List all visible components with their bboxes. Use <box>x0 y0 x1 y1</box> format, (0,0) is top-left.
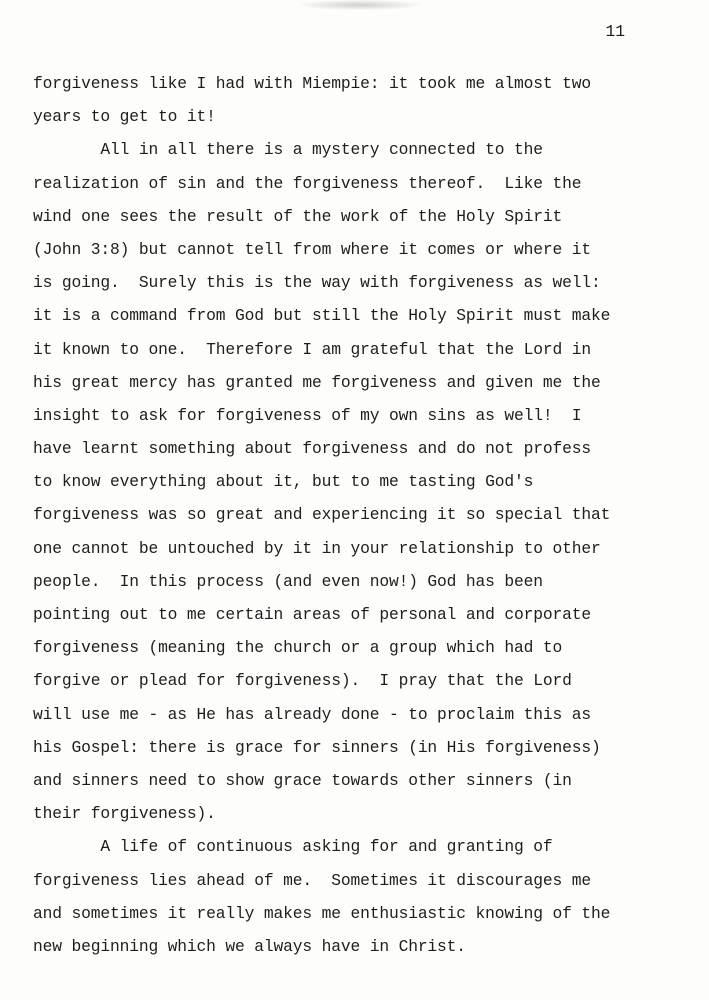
text-line: have learnt something about forgiveness and do not profess <box>33 439 591 459</box>
page-number: 11 <box>605 22 625 41</box>
body-text <box>33 70 693 966</box>
text-line: new beginning which we always have in Christ. <box>33 936 466 956</box>
text-line: years to get to it! <box>33 107 216 127</box>
text-line: it is a command from God but still the Holy Spirit must make <box>33 306 611 326</box>
text-line: A life of continuous asking for and granting of <box>33 837 553 857</box>
text-line: and sinners need to show grace towards other sinners (in <box>33 770 572 790</box>
text-line: insight to ask for forgiveness of my own sins as well! I <box>33 405 582 425</box>
text-line: people. In this process (and even now!) God has been <box>33 571 543 591</box>
text-line: forgiveness lies ahead of me. Sometimes it discourages me <box>33 870 591 890</box>
text-line: forgiveness (meaning the church or a group which had to <box>33 638 563 658</box>
text-line: one cannot be untouched by it in your relationship to other <box>33 538 601 558</box>
text-line: to know everything about it, but to me tasting God's <box>33 472 534 492</box>
text-line: realization of sin and the forgiveness thereof. Like the <box>33 173 582 193</box>
text-line: is going. Surely this is the way with forgiveness as well: <box>33 273 601 293</box>
text-line: his Gospel: there is grace for sinners (in His forgiveness) <box>33 737 601 757</box>
text-line: their forgiveness). <box>33 804 216 824</box>
text-line: pointing out to me certain areas of personal and corporate <box>33 605 591 624</box>
text-line: forgiveness like I had with Miempie: it took me almost two <box>33 74 591 93</box>
text-line: and sometimes it really makes me enthusiastic knowing of the <box>33 903 611 923</box>
top-smudge <box>300 0 420 10</box>
text-line: forgive or plead for forgiveness). I pray that the Lord <box>33 671 572 691</box>
text-line: his great mercy has granted me forgiveness and given me the <box>33 372 601 392</box>
text-line: forgiveness was so great and experiencing it so special that <box>33 505 611 525</box>
text-line: will use me - as He has already done - to proclaim this as <box>33 704 591 724</box>
text-line: it known to one. Therefore I am grateful that the Lord in <box>33 339 591 359</box>
text-line: wind one sees the result of the work of the Holy Spirit <box>33 206 563 226</box>
text-line: All in all there is a mystery connected to the <box>33 140 543 160</box>
text-line: (John 3:8) but cannot tell from where it comes or where it <box>33 239 591 259</box>
